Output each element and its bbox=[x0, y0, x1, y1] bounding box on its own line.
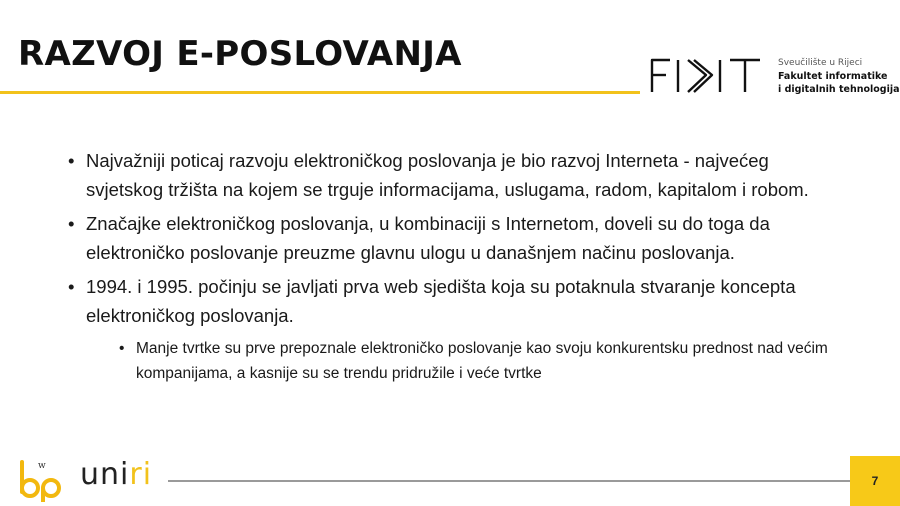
faculty-name-line2: i digitalnih tehnologija bbox=[778, 84, 900, 95]
uniri-logo bbox=[80, 457, 152, 492]
university-name: Sveučilište u Rijeci bbox=[778, 58, 863, 68]
page-number: 7 bbox=[871, 474, 879, 488]
bullet-item: • Značajke elektroničkog poslovanja, u kombinaciji s Internetom, doveli su do toga da elektroničko poslovanje preuzme glavnu ulogu u današnjem načinu poslovanja. bbox=[66, 209, 836, 267]
bp-logo bbox=[16, 458, 66, 502]
bullet-text: 1994. i 1995. počinju se javljati prva web sjedišta koja su potaknula stvaranje koncepta elektroničkog poslovanja. bbox=[86, 276, 796, 326]
title-underline bbox=[0, 91, 640, 94]
sub-bullet-item: • Manje tvrtke su prve prepoznale elektroničko poslovanje kao svoju konkurentsku prednost nad većim kompanijama, a kasnije su se trendu pridružile i veće tvrtke bbox=[116, 336, 836, 386]
fidit-logo bbox=[648, 56, 766, 94]
faculty-block bbox=[778, 57, 900, 96]
bullet-list bbox=[66, 146, 836, 386]
bullet-item: • Najvažniji poticaj razvoju elektroničkog poslovanja je bio razvoj Interneta - najvećeg svjetskog tržišta na kojem se trguje informacijama, uslugama, radom, kapitalom i robom. bbox=[66, 146, 836, 204]
faculty-name-line1: Fakultet informatike bbox=[778, 71, 888, 82]
sub-bullet-list bbox=[86, 336, 836, 386]
uniri-logo-main: uni bbox=[80, 457, 130, 492]
svg-text:w: w bbox=[38, 461, 46, 471]
slide-body bbox=[66, 146, 836, 391]
uniri-logo-accent: ri bbox=[129, 457, 153, 492]
bullet-item-with-sublist bbox=[66, 272, 836, 386]
footer-divider bbox=[168, 480, 850, 482]
page-number-badge bbox=[850, 456, 900, 506]
slide-title: RAZVOJ E-POSLOVANJA bbox=[18, 34, 462, 74]
